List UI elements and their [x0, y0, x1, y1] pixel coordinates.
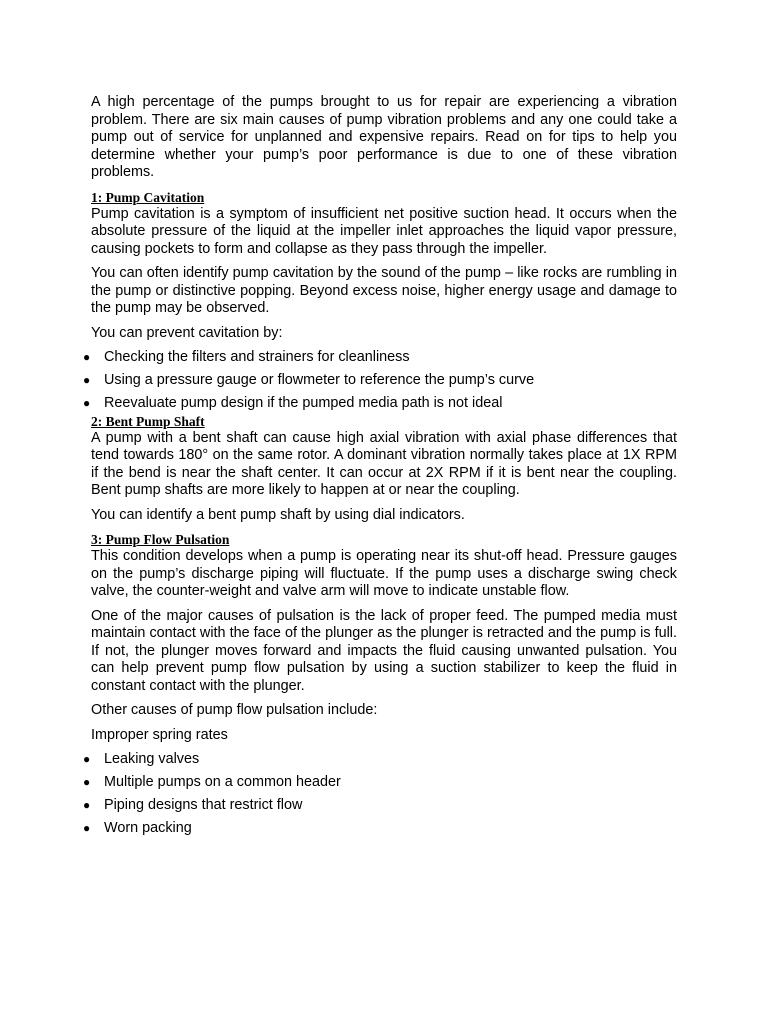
bullet-icon: ● — [83, 373, 91, 387]
bent-shaft-paragraph-1: A pump with a bent shaft can cause high axial vibration with axial phase differences that tend towards 180° on the same rotor. A dominant vibration normally takes place at 1X RPM if the bend is near the shaft center. It can occur at 2X RPM if it is bent near the coupling. Bent pump shafts are more likely to happen at or near the coupling. — [91, 429, 677, 498]
bullet-icon: ● — [83, 350, 91, 364]
cavitation-paragraph-1: Pump cavitation is a symptom of insufficient net positive suction head. It occurs when the absolute pressure of the liquid at the impeller inlet approaches the liquid vapor pressure, causing pockets to form and collapse as they pass through the impeller. — [91, 205, 677, 257]
list-item: ● Piping designs that restrict flow — [83, 797, 303, 813]
bullet-icon: ● — [83, 396, 91, 410]
list-item: ● Multiple pumps on a common header — [83, 774, 341, 790]
section-heading-pump-cavitation: 1: Pump Cavitation — [91, 189, 205, 205]
document-body — [83, 94, 677, 843]
bullet-icon: ● — [83, 752, 91, 766]
pulsation-paragraph-4: Improper spring rates — [91, 726, 228, 743]
list-item: ● Reevaluate pump design if the pumped media path is not ideal — [83, 395, 503, 411]
bent-shaft-paragraph-2: You can identify a bent pump shaft by using dial indicators. — [91, 506, 465, 523]
bullet-icon: ● — [83, 775, 91, 789]
cavitation-paragraph-2: You can often identify pump cavitation by the sound of the pump – like rocks are rumbling in the pump or distinctive popping. Beyond excess noise, higher energy usage and damage to the pump may be observed. — [91, 265, 677, 316]
list-item: ● Using a pressure gauge or flowmeter to reference the pump’s curve — [83, 372, 535, 388]
section-heading-bent-pump-shaft: 2: Bent Pump Shaft — [91, 413, 205, 429]
section-heading-pump-flow-pulsation: 3: Pump Flow Pulsation — [91, 532, 230, 547]
cavitation-paragraph-3: You can prevent cavitation by: — [91, 324, 283, 341]
list-item: ● Worn packing — [83, 820, 192, 836]
pulsation-paragraph-3: Other causes of pump flow pulsation include: — [91, 702, 378, 718]
list-item: ● Leaking valves — [83, 751, 200, 767]
bullet-icon: ● — [83, 821, 91, 835]
pulsation-paragraph-1: This condition develops when a pump is operating near its shut-off head. Pressure gauges on the pump’s discharge piping will fluctuate. If the pump uses a discharge swing check valve, the counter-weight and valve arm will move to indicate unstable flow. — [91, 548, 677, 599]
bullet-icon: ● — [83, 798, 91, 812]
list-item: ● Checking the filters and strainers for cleanliness — [83, 349, 410, 365]
pulsation-paragraph-2: One of the major causes of pulsation is the lack of proper feed. The pumped media must maintain contact with the face of the plunger as the plunger is retracted and the pump is full. If not, the plunger moves forward and impacts the fluid causing unwanted pulsation. You can help prevent pump flow pulsation by using a suction stabilizer to keep the fluid in constant contact with the plunger. — [91, 607, 677, 694]
pulsation-bullet-list — [83, 751, 677, 838]
intro-paragraph: A high percentage of the pumps brought to us for repair are experiencing a vibration problem. There are six main causes of pump vibration problems and any one could take a pump out of service for unplanned and expensive repairs. Read on for tips to help you determine whether your pump’s poor performance is due to one of these vibration problems. — [91, 94, 677, 180]
cavitation-bullet-list — [83, 349, 677, 413]
